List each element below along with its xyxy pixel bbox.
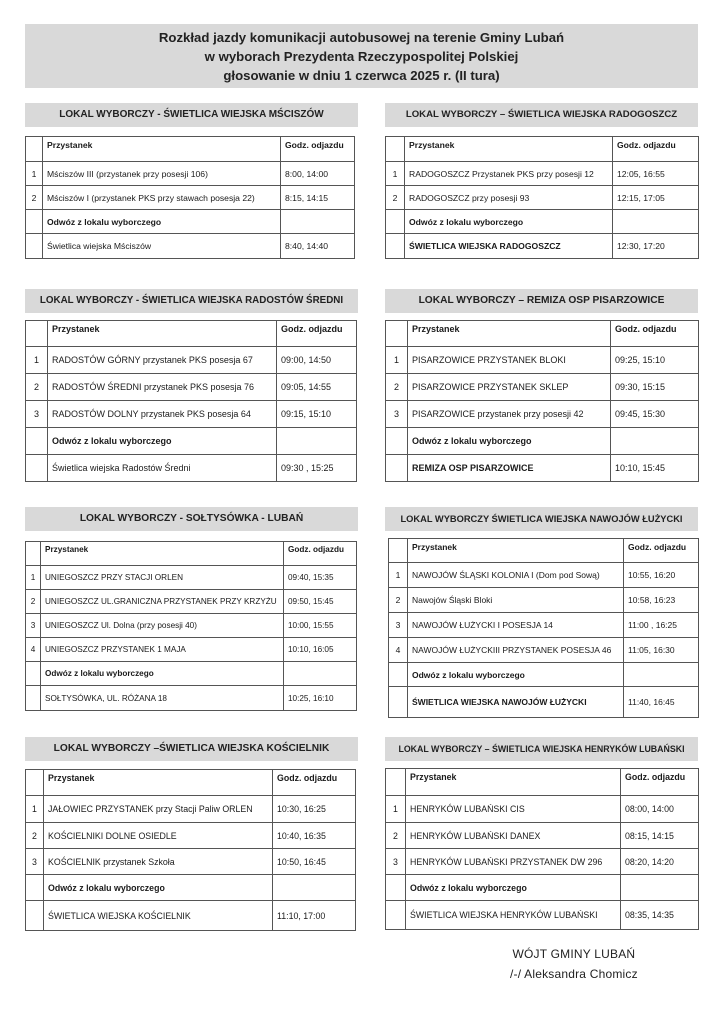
table-row (386, 401, 699, 428)
table-header-row (26, 542, 357, 566)
return-label: Odwóz z lokalu wyborczego (408, 663, 624, 687)
table-row (386, 186, 699, 210)
table-row (26, 638, 357, 662)
final-stop-row (386, 901, 699, 930)
row-number: 1 (26, 347, 48, 374)
stop-name: PISARZOWICE PRZYSTANEK SKLEP (408, 374, 611, 401)
departure-time: 8:40, 14:40 (281, 234, 355, 259)
final-stop-row (389, 687, 699, 718)
row-number: 4 (389, 638, 408, 663)
time-column-header: Godz. odjazdu (611, 321, 699, 347)
header-title-line-1: Rozkład jazdy komunikacji autobusowej na terenie Gminy Lubań (158, 30, 565, 45)
departure-time: 09:15, 15:10 (277, 401, 357, 428)
departure-time: 12:15, 17:05 (613, 186, 699, 210)
stop-name: HENRYKÓW LUBAŃSKI CIS (406, 796, 621, 823)
stop-name: RADOGOSZCZ Przystanek PKS przy posesji 12 (405, 162, 613, 186)
schedule-block-nawojow (385, 507, 698, 707)
block-title: LOKAL WYBORCZY - ŚWIETLICA WIEJSKA RADOSTÓW ŚREDNI (25, 289, 358, 313)
stop-name: HENRYKÓW LUBAŃSKI PRZYSTANEK DW 296 (406, 849, 621, 875)
row-number: 1 (389, 563, 408, 588)
final-stop-row (26, 455, 357, 482)
stop-name: HENRYKÓW LUBAŃSKI DANEX (406, 823, 621, 849)
stop-name: JAŁOWIEC PRZYSTANEK przy Stacji Paliw ORLEN (44, 796, 273, 823)
stop-name: RADOSTÓW DOLNY przystanek PKS posesja 64 (48, 401, 277, 428)
return-label: Odwóz z lokalu wyborczego (405, 210, 613, 234)
row-number: 2 (386, 186, 405, 210)
return-label: Odwóz z lokalu wyborczego (408, 428, 611, 455)
row-number: 1 (26, 796, 44, 823)
departure-time: 09:30, 15:15 (611, 374, 699, 401)
table-row (389, 588, 699, 613)
polling-station-name: Świetlica wiejska Radostów Średni (48, 455, 277, 482)
final-stop-row (26, 901, 356, 931)
schedule-table (385, 136, 699, 259)
stop-column-header: Przystanek (41, 542, 284, 566)
signature-title: WÓJT GMINY LUBAŃ (512, 947, 636, 961)
row-number: 3 (26, 849, 44, 875)
signature-name: /-/ Aleksandra Chomicz (510, 967, 638, 981)
row-number: 1 (26, 162, 43, 186)
stop-name: PISARZOWICE PRZYSTANEK BLOKI (408, 347, 611, 374)
schedule-block-msciszow (25, 103, 358, 251)
stop-name: Mściszów I (przystanek PKS przy stawach posesja 22) (43, 186, 281, 210)
table-row (386, 347, 699, 374)
row-number: 3 (26, 401, 48, 428)
stop-name: UNIEGOSZCZ UL.GRANICZNA PRZYSTANEK PRZY KRZYŻU (41, 590, 284, 614)
stop-name: KOŚCIELNIK przystanek Szkoła (44, 849, 273, 875)
departure-time: 10:40, 16:35 (273, 823, 356, 849)
schedule-table (385, 320, 699, 482)
row-number: 3 (386, 401, 408, 428)
stop-name: RADOSTÓW ŚREDNI przystanek PKS posesja 76 (48, 374, 277, 401)
schedule-table (25, 541, 357, 711)
row-number: 4 (26, 638, 41, 662)
departure-time: 08:15, 14:15 (621, 823, 699, 849)
time-column-header: Godz. odjazdu (281, 137, 355, 162)
departure-time: 09:45, 15:30 (611, 401, 699, 428)
block-title: LOKAL WYBORCZY – ŚWIETLICA WIEJSKA HENRYKÓW LUBAŃSKI (385, 737, 698, 761)
departure-time: 09:05, 14:55 (277, 374, 357, 401)
stop-name: UNIEGOSZCZ Ul. Dolna (przy posesji 40) (41, 614, 284, 638)
table-header-row (26, 770, 356, 796)
stop-name: UNIEGOSZCZ PRZYSTANEK 1 MAJA (41, 638, 284, 662)
time-column-header: Godz. odjazdu (284, 542, 357, 566)
table-row (386, 849, 699, 875)
stop-column-header: Przystanek (43, 137, 281, 162)
stop-column-header: Przystanek (405, 137, 613, 162)
row-number: 1 (386, 347, 408, 374)
departure-time: 12:30, 17:20 (613, 234, 699, 259)
return-label: Odwóz z lokalu wyborczego (406, 875, 621, 901)
row-number: 2 (26, 186, 43, 210)
stop-name: NAWOJÓW ŁUŻYCKIII PRZYSTANEK POSESJA 46 (408, 638, 624, 663)
departure-time: 11:00 , 16:25 (624, 613, 699, 638)
schedule-block-koscielnik (25, 737, 358, 921)
return-header-row (386, 210, 699, 234)
departure-time: 10:10, 16:05 (284, 638, 357, 662)
row-number: 1 (26, 566, 41, 590)
stop-column-header: Przystanek (408, 321, 611, 347)
return-label: Odwóz z lokalu wyborczego (44, 875, 273, 901)
time-column-header: Godz. odjazdu (624, 539, 699, 563)
return-header-row (386, 428, 699, 455)
departure-time: 8:15, 14:15 (281, 186, 355, 210)
return-label: Odwóz z lokalu wyborczego (43, 210, 281, 234)
polling-station-name: ŚWIETLICA WIEJSKA RADOGOSZCZ (405, 234, 613, 259)
table-row (386, 374, 699, 401)
schedule-table (385, 768, 699, 930)
block-title: LOKAL WYBORCZY - SOŁTYSÓWKA - LUBAŃ (25, 507, 358, 531)
table-row (386, 162, 699, 186)
table-header-row (389, 539, 699, 563)
stop-name: RADOSTÓW GÓRNY przystanek PKS posesja 67 (48, 347, 277, 374)
header-title-line-2: w wyborach Prezydenta Rzeczypospolitej Polskiej (204, 49, 519, 64)
stop-name: NAWOJÓW ŚLĄSKI KOLONIA I (Dom pod Sową) (408, 563, 624, 588)
stop-column-header: Przystanek (48, 321, 277, 347)
stop-name: Nawojów Śląski Bloki (408, 588, 624, 613)
time-column-header: Godz. odjazdu (277, 321, 357, 347)
departure-time: 8:00, 14:00 (281, 162, 355, 186)
stop-name: UNIEGOSZCZ PRZY STACJI ORLEN (41, 566, 284, 590)
row-number: 2 (26, 374, 48, 401)
table-row (26, 849, 356, 875)
polling-station-name: ŚWIETLICA WIEJSKA NAWOJÓW ŁUŻYCKI (408, 687, 624, 718)
signature-block (510, 944, 638, 984)
schedule-block-soltysowka (25, 507, 358, 703)
table-row (389, 613, 699, 638)
document-header (25, 24, 698, 88)
schedule-block-radogoszcz (385, 103, 698, 251)
final-stop-row (386, 234, 699, 259)
table-header-row (386, 137, 699, 162)
stop-name: KOŚCIELNIKI DOLNE OSIEDLE (44, 823, 273, 849)
table-row (26, 374, 357, 401)
departure-time: 09:25, 15:10 (611, 347, 699, 374)
return-header-row (26, 875, 356, 901)
schedule-table (25, 320, 357, 482)
block-title: LOKAL WYBORCZY –ŚWIETLICA WIEJSKA KOŚCIELNIK (25, 737, 358, 761)
departure-time: 08:20, 14:20 (621, 849, 699, 875)
stop-name: Mściszów III (przystanek przy posesji 106) (43, 162, 281, 186)
polling-station-name: ŚWIETLICA WIEJSKA KOŚCIELNIK (44, 901, 273, 931)
departure-time: 10:25, 16:10 (284, 686, 357, 711)
time-column-header: Godz. odjazdu (273, 770, 356, 796)
table-row (26, 590, 357, 614)
block-title: LOKAL WYBORCZY ŚWIETLICA WIEJSKA NAWOJÓW ŁUŻYCKI (385, 507, 698, 531)
time-column-header: Godz. odjazdu (621, 769, 699, 796)
table-row (26, 347, 357, 374)
departure-time: 10:58, 16:23 (624, 588, 699, 613)
row-number: 2 (26, 590, 41, 614)
departure-time: 09:30 , 15:25 (277, 455, 357, 482)
table-row (386, 796, 699, 823)
row-number: 3 (386, 849, 406, 875)
stop-name: RADOGOSZCZ przy posesji 93 (405, 186, 613, 210)
row-number: 2 (386, 374, 408, 401)
schedule-block-pisarzowice (385, 289, 698, 473)
departure-time: 09:50, 15:45 (284, 590, 357, 614)
return-label: Odwóz z lokalu wyborczego (48, 428, 277, 455)
table-row (389, 638, 699, 663)
stop-column-header: Przystanek (44, 770, 273, 796)
row-number: 3 (26, 614, 41, 638)
header-title-line-3: głosowanie w dniu 1 czerwca 2025 r. (II tura) (223, 68, 500, 83)
return-header-row (26, 662, 357, 686)
schedule-block-henrykow (385, 737, 698, 920)
departure-time: 09:40, 15:35 (284, 566, 357, 590)
row-number: 3 (389, 613, 408, 638)
stop-column-header: Przystanek (408, 539, 624, 563)
departure-time: 10:30, 16:25 (273, 796, 356, 823)
final-stop-row (26, 234, 355, 259)
row-number: 2 (386, 823, 406, 849)
table-row (26, 162, 355, 186)
final-stop-row (386, 455, 699, 482)
row-number: 2 (26, 823, 44, 849)
stop-name: NAWOJÓW ŁUŻYCKI I POSESJA 14 (408, 613, 624, 638)
departure-time: 08:00, 14:00 (621, 796, 699, 823)
final-stop-row (26, 686, 357, 711)
departure-time: 10:55, 16:20 (624, 563, 699, 588)
schedule-block-radostow (25, 289, 358, 473)
departure-time: 10:10, 15:45 (611, 455, 699, 482)
block-title: LOKAL WYBORCZY – ŚWIETLICA WIEJSKA RADOGOSZCZ (385, 103, 698, 127)
table-row (26, 186, 355, 210)
departure-time: 12:05, 16:55 (613, 162, 699, 186)
table-header-row (386, 321, 699, 347)
row-number: 2 (389, 588, 408, 613)
block-title: LOKAL WYBORCZY – REMIZA OSP PISARZOWICE (385, 289, 698, 313)
departure-time: 10:00, 15:55 (284, 614, 357, 638)
table-header-row (386, 769, 699, 796)
departure-time: 11:40, 16:45 (624, 687, 699, 718)
time-column-header: Godz. odjazdu (613, 137, 699, 162)
departure-time: 09:00, 14:50 (277, 347, 357, 374)
departure-time: 08:35, 14:35 (621, 901, 699, 930)
table-row (26, 614, 357, 638)
schedule-table (25, 769, 356, 931)
return-header-row (26, 428, 357, 455)
polling-station-name: Świetlica wiejska Mściszów (43, 234, 281, 259)
return-header-row (26, 210, 355, 234)
stop-column-header: Przystanek (406, 769, 621, 796)
table-header-row (26, 321, 357, 347)
polling-station-name: ŚWIETLICA WIEJSKA HENRYKÓW LUBAŃSKI (406, 901, 621, 930)
table-row (386, 823, 699, 849)
schedule-table (25, 136, 355, 259)
departure-time: 10:50, 16:45 (273, 849, 356, 875)
return-header-row (386, 875, 699, 901)
departure-time: 11:05, 16:30 (624, 638, 699, 663)
table-row (26, 401, 357, 428)
table-row (26, 796, 356, 823)
block-title: LOKAL WYBORCZY - ŚWIETLICA WIEJSKA MŚCISZÓW (25, 103, 358, 127)
table-row (26, 566, 357, 590)
row-number: 1 (386, 162, 405, 186)
schedule-table (388, 538, 699, 718)
table-header-row (26, 137, 355, 162)
return-label: Odwóz z lokalu wyborczego (41, 662, 284, 686)
departure-time: 11:10, 17:00 (273, 901, 356, 931)
polling-station-name: REMIZA OSP PISARZOWICE (408, 455, 611, 482)
row-number: 1 (386, 796, 406, 823)
return-header-row (389, 663, 699, 687)
stop-name: PISARZOWICE przystanek przy posesji 42 (408, 401, 611, 428)
polling-station-name: SOŁTYSÓWKA, UL. RÓŻANA 18 (41, 686, 284, 711)
table-row (26, 823, 356, 849)
table-row (389, 563, 699, 588)
